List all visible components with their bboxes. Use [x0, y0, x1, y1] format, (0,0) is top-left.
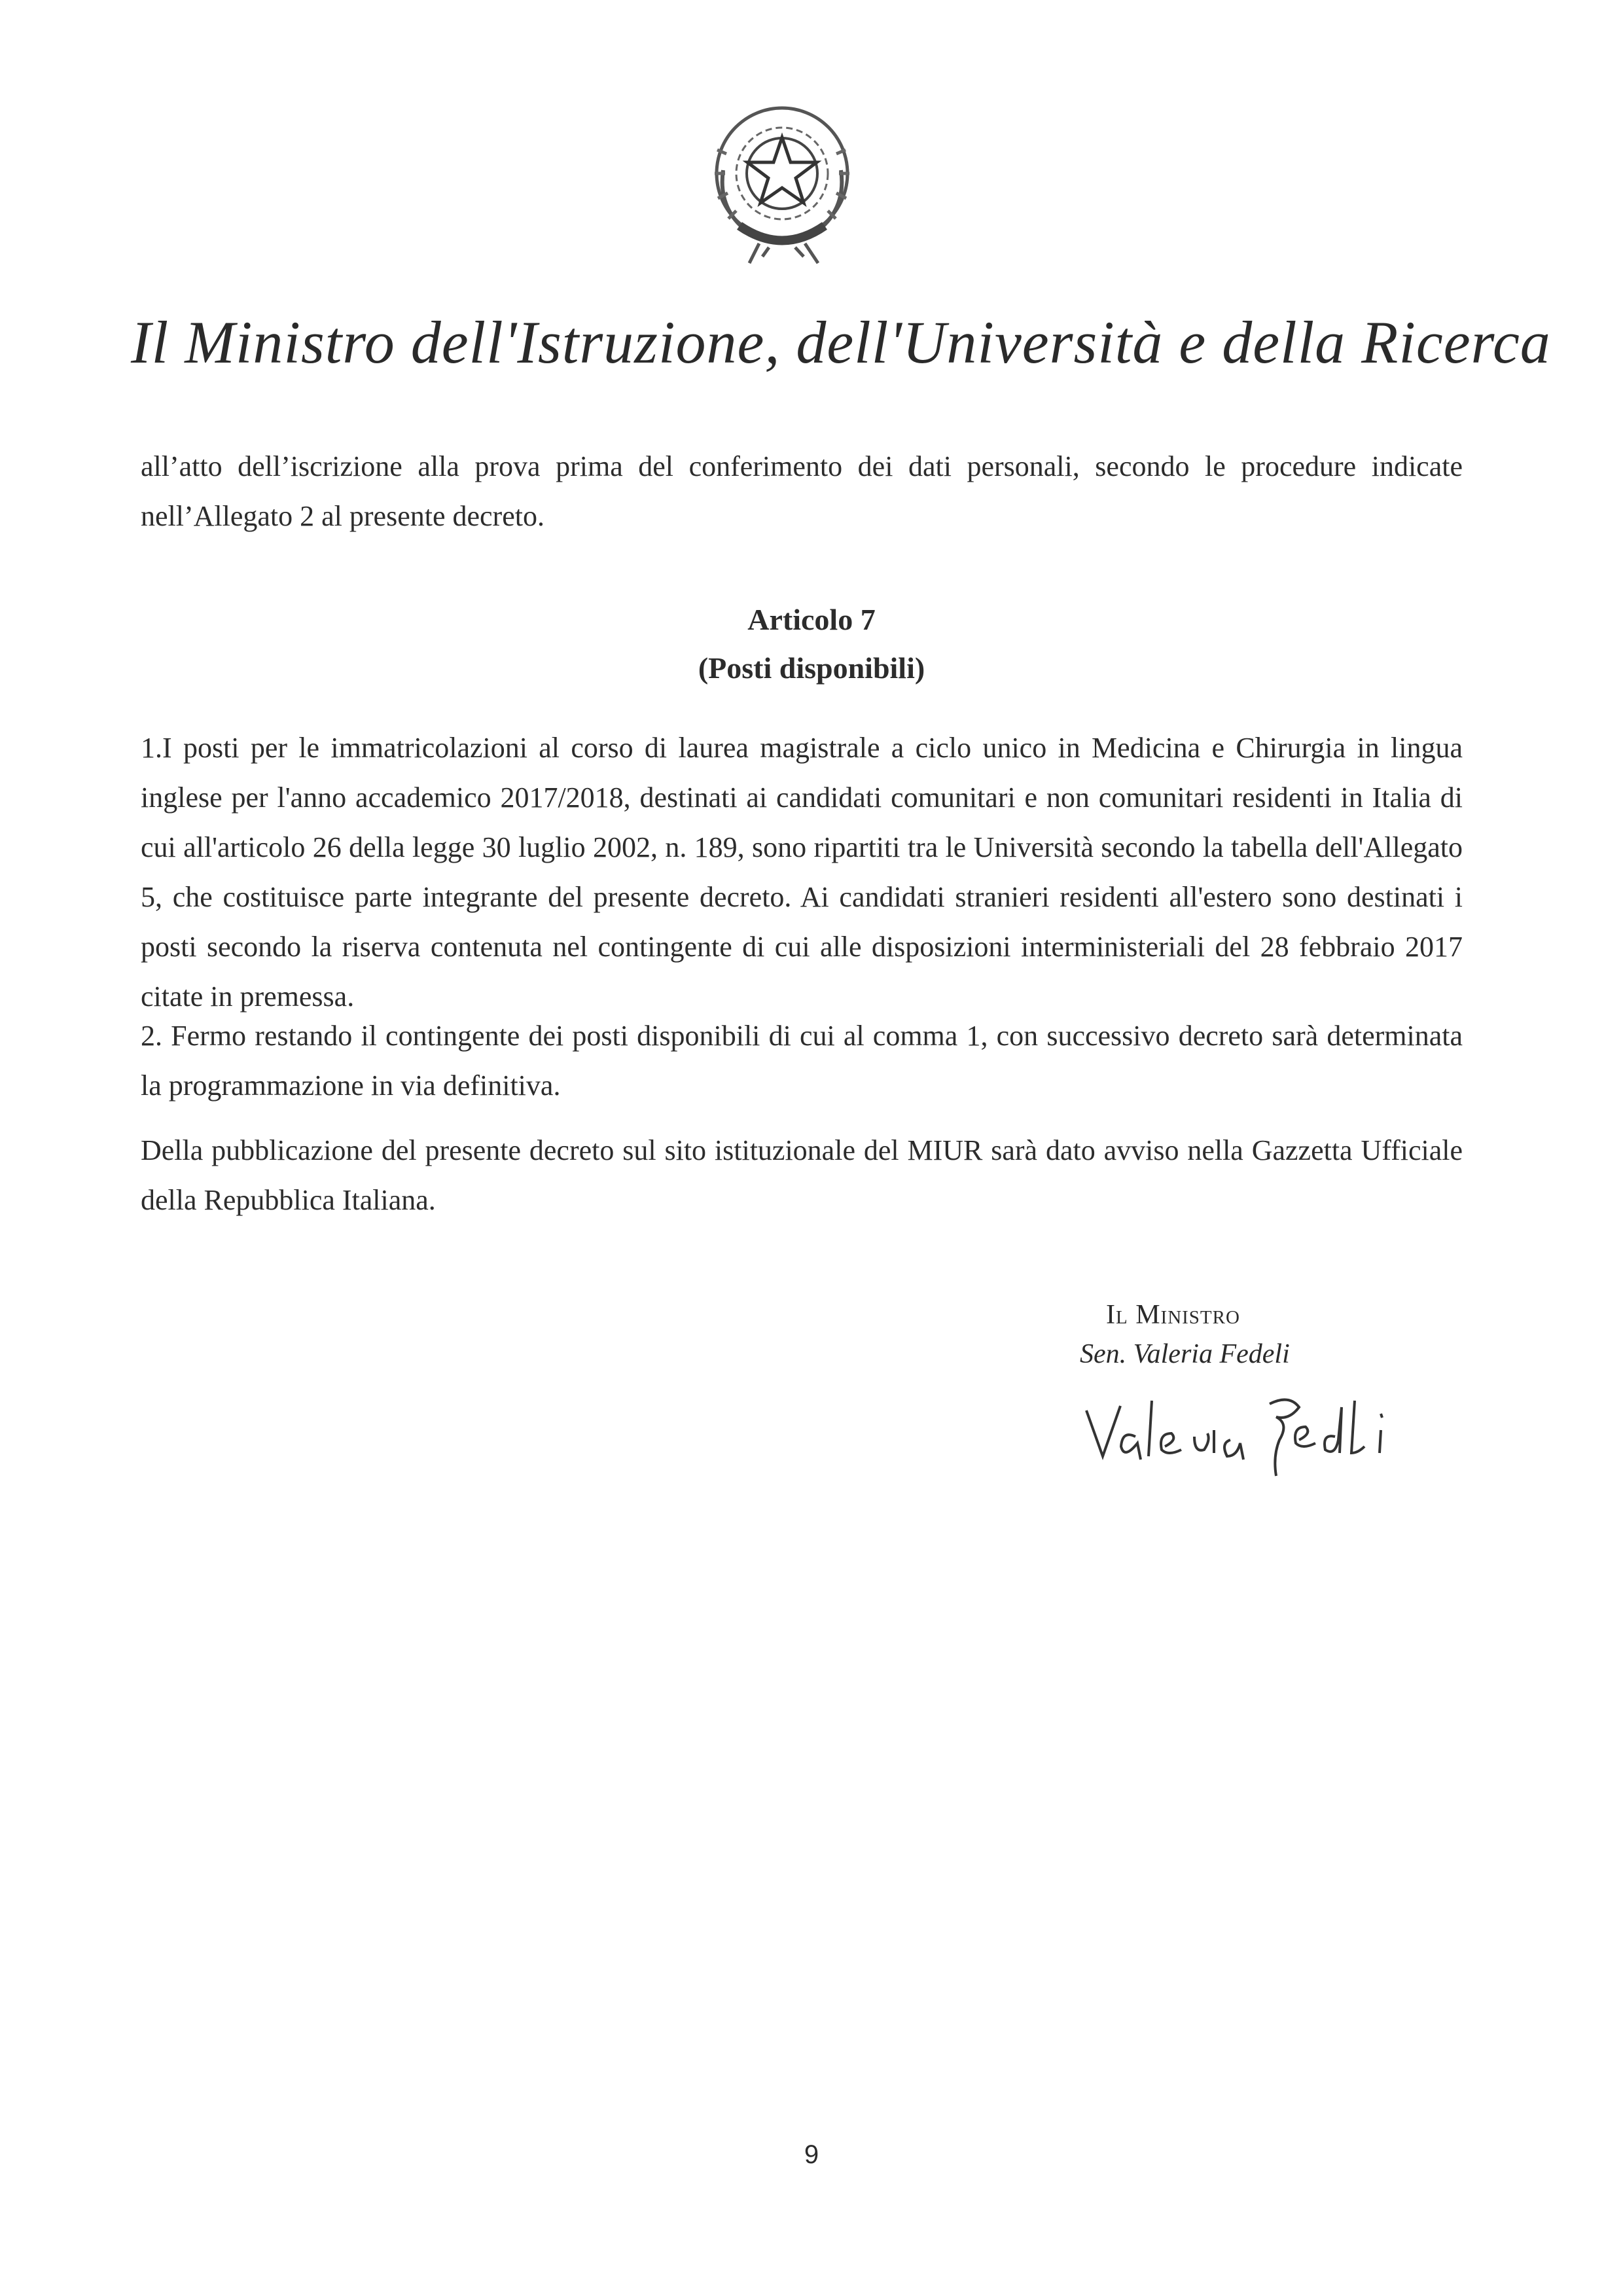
signatory-name: Sen. Valeria Fedeli — [1080, 1339, 1290, 1369]
article-number: Articolo 7 — [747, 603, 876, 636]
letterhead-title: Il Ministro dell'Istruzione, dell'Università e della Ricerca — [131, 309, 1551, 376]
republic-emblem — [687, 92, 877, 281]
signature-icon — [1073, 1374, 1414, 1492]
signatory-title: Il Ministro — [1106, 1300, 1240, 1330]
paragraph-3: Della pubblicazione del presente decreto sul sito istituzionale del MIUR sarà dato avviso nella Gazzetta Ufficiale della Repubblica Italiana. — [141, 1134, 1463, 1216]
handwritten-signature — [1073, 1374, 1414, 1492]
continuation-paragraph: all’atto dell’iscrizione alla prova prima del conferimento dei dati personali, secondo le procedure indicate nell’Allegato 2 al presente decreto. — [141, 450, 1463, 532]
article-title: (Posti disponibili) — [698, 651, 925, 685]
emblem-icon — [687, 92, 877, 281]
page-number: 9 — [804, 2140, 819, 2169]
paragraph-2: 2. Fermo restando il contingente dei posti disponibili di cui al comma 1, con successivo decreto sarà determinata la programmazione in via definitiva. — [141, 1020, 1463, 1102]
paragraph-1: 1.I posti per le immatricolazioni al corso di laurea magistrale a ciclo unico in Medicina e Chirurgia in lingua inglese per l'anno accademico 2017/2018, destinati ai candidati comunitari e non comunitari residenti in Italia di cui all'articolo 26 della legge 30 luglio 2002, n. 189, sono ripartiti tra le Università secondo la tabella dell'Allegato 5, che costituisce parte integrante del presente decreto. Ai candidati stranieri residenti all'estero sono destinati i posti secondo la riserva contenuta nel contingente di cui alle disposizioni interministeriali del 28 febbraio 2017 citate in premessa. — [141, 732, 1463, 1013]
